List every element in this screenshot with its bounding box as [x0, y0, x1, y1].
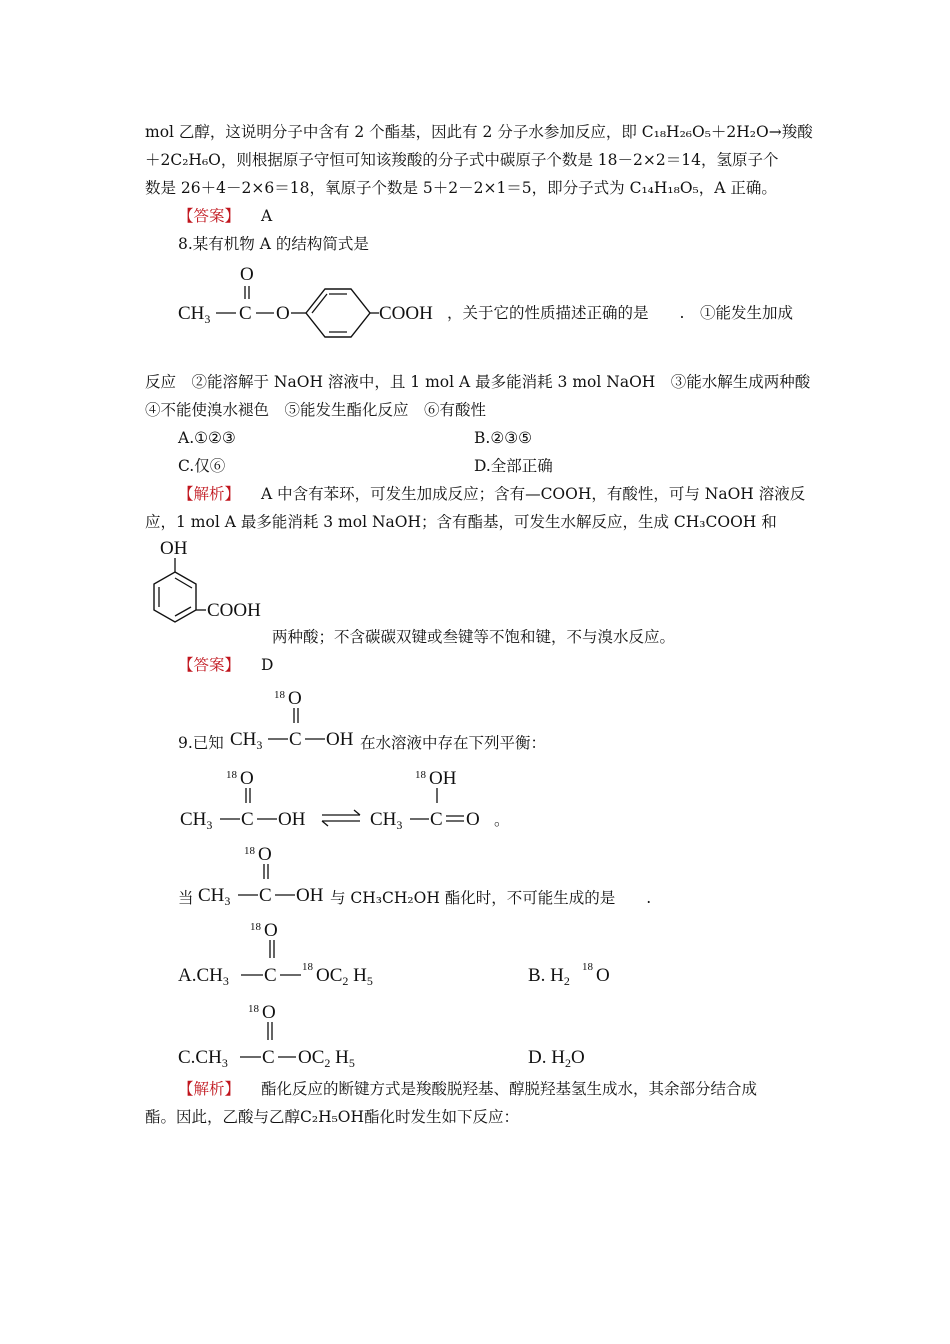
structure-drawing [230, 680, 370, 750]
structure-acetic-acid-o18 [230, 680, 370, 750]
answer-value: D [260, 656, 274, 674]
structure-drawing [140, 536, 280, 646]
option-a: A.①②③ [178, 429, 236, 447]
isotope-label: 18 [244, 845, 255, 857]
analysis-label: 【解析】 [178, 1080, 241, 1098]
question-9-stem: 在水溶液中存在下列平衡： [360, 734, 547, 752]
equals-o-label: O [466, 809, 480, 830]
analysis-text: 酯化反应的断键方式是羧酸脱羟基、醇脱羟基氢生成水，其余部分结合成 [260, 1080, 757, 1098]
option-letter: B. $H_2$ [528, 965, 570, 988]
text-line: mol 乙醇，这说明分子中含有 2 个酯基，因此有 2 分子水参加反应，即 C₁₈H₂₆O₅＋2H₂O→羧酸 [145, 123, 813, 141]
isotope-label: 18 [415, 769, 426, 781]
answer-label: 【答案】 [178, 207, 241, 225]
carbon-label: C [430, 809, 443, 830]
structure-drawing [178, 996, 438, 1068]
benzene-ring [306, 289, 370, 337]
option-b: B.②③⑤ [474, 429, 533, 447]
question-8-stem-tail: ，关于它的性质描述正确的是 . [447, 304, 685, 322]
structure-drawing [178, 256, 448, 366]
option-letter: D. $H_2O$ [528, 1047, 585, 1070]
option-d: D.全部正确 [474, 457, 553, 475]
carbonyl-o-label: O [262, 1002, 276, 1023]
ester-group-label: $OC_2$ $H_5$ [298, 1047, 355, 1070]
benzene-ring [154, 572, 196, 622]
structure-q8-compound-a [178, 256, 448, 366]
option-b-formula [528, 950, 648, 986]
question-9-when: 当 [178, 889, 194, 907]
option-a-structure [178, 914, 438, 986]
cooh-label: COOH [379, 303, 433, 324]
ch3-label: $CH_3$ [230, 729, 263, 752]
ch3-label: $CH_3$ [178, 303, 211, 326]
isotope-label: 18 [274, 689, 285, 701]
text-line: ＋2C₂H₆O，则根据原子守恒可知该羧酸的分子式中碳原子个数是 18－2×2＝14，氢原子个 [145, 151, 779, 169]
oh-label: OH [296, 885, 324, 906]
option-letter: $C.CH_3$ [178, 1047, 228, 1070]
question-8-stem: 8.某有机物 A 的结构简式是 [178, 235, 369, 253]
structure-drawing [178, 914, 438, 986]
cooh-label: COOH [207, 600, 261, 621]
oh-label: OH [278, 809, 306, 830]
question-9-stem-tail: 与 CH₃CH₂OH 酯化时，不可能生成的是 . [330, 889, 652, 907]
question-8-statements: ④不能使溴水褪色 ⑤能发生酯化反应 ⑥有酸性 [145, 401, 487, 419]
carbonyl-o-label: O [288, 688, 302, 709]
oh-label: OH [160, 538, 188, 559]
carbon-label: C [289, 729, 302, 750]
structure-hydroxybenzoic-acid [140, 536, 280, 646]
answer-line-q8 [178, 655, 273, 675]
period: 。 [494, 811, 510, 829]
ester-o-label: O [276, 303, 290, 324]
oh-label: OH [326, 729, 354, 750]
carbon-label: C [241, 809, 254, 830]
equilibrium-equation [180, 760, 520, 830]
isotope-label: 18 [250, 921, 261, 933]
question-9-prefix: 9.已知 [178, 734, 224, 752]
question-8-statements: 反应 ②能溶解于 NaOH 溶液中，且 1 mol A 最多能消耗 3 mol NaOH ③能水解生成两种酸 [145, 373, 811, 391]
analysis-line-q9 [178, 1079, 757, 1099]
carbonyl-o-label: O [240, 264, 254, 285]
ch3-label: $CH_3$ [180, 809, 213, 832]
carbonyl-o-label: O [264, 920, 278, 941]
carbon-label: C [239, 303, 252, 324]
ch3-label: $CH_3$ [198, 885, 231, 908]
option-d-formula [528, 1032, 648, 1068]
text-line: 数是 26＋4－2×6＝18，氧原子个数是 5＋2－2×1＝5，即分子式为 C₁₄H₁₈O₅，A 正确。 [145, 179, 777, 197]
structure-drawing [198, 836, 338, 906]
text-line: 应，1 mol A 最多能消耗 3 mol NaOH；含有酯基，可发生水解反应，生成 CH₃COOH 和 [145, 513, 777, 531]
option-c-structure [178, 996, 438, 1068]
oh-label: OH [429, 768, 457, 789]
carbonyl-o-label: O [258, 844, 272, 865]
formula-drawing [528, 950, 648, 986]
text-line: 酯。因此，乙酸与乙醇C₂H₅OH酯化时发生如下反应： [145, 1108, 520, 1126]
carbon-label: C [259, 885, 272, 906]
option-c: C.仅⑥ [178, 457, 226, 475]
option-1-start: ①能发生加成 [700, 304, 794, 322]
equilibrium-arrow-icon [322, 810, 360, 826]
analysis-line-q8 [178, 484, 805, 504]
structure-acetic-acid-o18 [198, 836, 338, 906]
answer-label: 【答案】 [178, 656, 241, 674]
answer-value: A [260, 207, 273, 225]
analysis-label: 【解析】 [178, 485, 241, 503]
isotope-label: 18 [302, 961, 313, 973]
isotope-label: 18 [248, 1003, 259, 1015]
equilibrium-drawing [180, 760, 520, 830]
formula-drawing [528, 1032, 648, 1068]
option-letter: $A.CH_3$ [178, 965, 229, 988]
isotope-label: 18 [582, 961, 593, 973]
carbonyl-o-label: O [240, 768, 254, 789]
ester-group-label: $OC_2$ $H_5$ [316, 965, 373, 988]
carbon-label: C [264, 965, 277, 986]
isotope-label: 18 [226, 769, 237, 781]
answer-line-q7 [178, 206, 272, 226]
carbon-label: C [262, 1047, 275, 1068]
text-line: 两种酸；不含碳碳双键或叁键等不饱和键，不与溴水反应。 [272, 628, 676, 646]
ch3-label: $CH_3$ [370, 809, 403, 832]
oxygen-label: O [596, 965, 610, 986]
analysis-text: A 中含有苯环，可发生加成反应；含有—COOH，有酸性，可与 NaOH 溶液反 [260, 485, 806, 503]
